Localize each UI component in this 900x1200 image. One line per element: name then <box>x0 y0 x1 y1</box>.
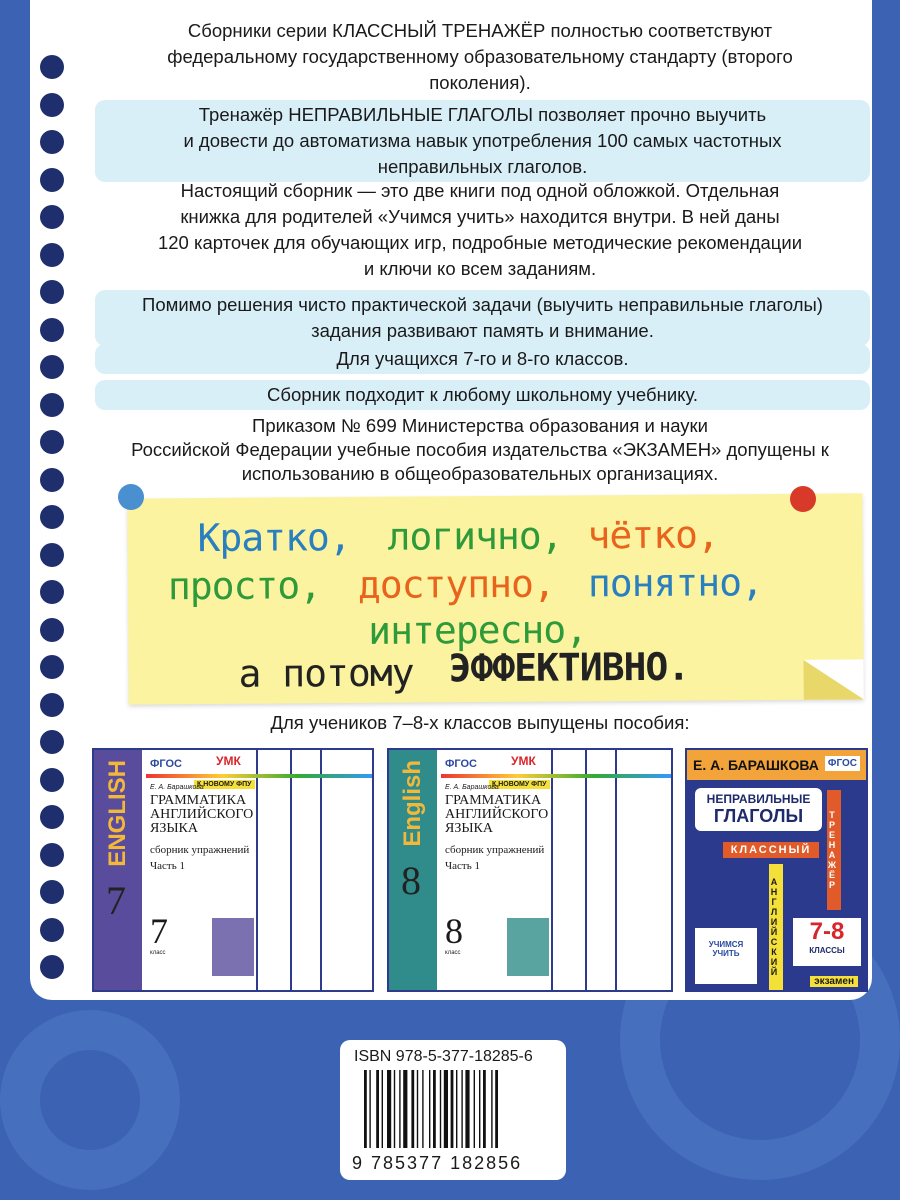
note-fold <box>803 659 863 699</box>
crossword-word: КЛАССНЫЙ <box>723 842 819 858</box>
barcode-digits: 9 785377 182856 <box>352 1153 523 1173</box>
text-line: и ключи ко всем заданиям. <box>363 258 597 279</box>
text-line: Для учащихся 7-го и 8-го классов. <box>336 348 629 369</box>
grade: 7-8 <box>809 918 845 945</box>
textbook-thumbnail <box>212 918 254 976</box>
barcode-bar <box>399 1070 400 1148</box>
paragraph <box>100 18 860 96</box>
text-line: Российской Федерации учебные пособия издательства «ЭКЗАМЕН» допущены к <box>131 439 829 460</box>
spiral-hole <box>40 655 64 679</box>
spiral-hole <box>40 130 64 154</box>
book-grade: 7 <box>150 911 168 951</box>
books-heading: Для учеников 7–8-х классов выпущены пособия: <box>270 712 690 733</box>
barcode-bar <box>429 1070 430 1148</box>
barcode-bar <box>479 1070 480 1148</box>
barcode-bar <box>474 1070 475 1148</box>
text-line: Приказом № 699 Министерства образования и науки <box>252 415 708 436</box>
isbn-text: ISBN 978-5-377-18285-6 <box>354 1048 533 1065</box>
barcode-bar <box>451 1070 454 1148</box>
word: доступно, <box>357 561 555 607</box>
text-line: неправильных глаголов. <box>377 156 588 177</box>
word: просто, <box>167 563 322 609</box>
paragraph <box>95 290 870 346</box>
spiral-hole <box>40 880 64 904</box>
book-title: ГРАММАТИКА АНГЛИЙСКОГО ЯЗЫКА <box>150 793 254 836</box>
fgos-badge: ФГОС <box>825 756 860 771</box>
spiral-hole <box>40 505 64 529</box>
book-title: НЕПРАВИЛЬНЫЕ <box>706 792 811 806</box>
spine-grade: 7 <box>106 877 126 923</box>
barcode-bar <box>417 1070 418 1148</box>
spiral-hole <box>40 843 64 867</box>
spiral-hole <box>40 243 64 267</box>
spiral-hole <box>40 918 64 942</box>
pushpin-icon <box>118 484 144 510</box>
book-part: Часть 1 <box>150 860 185 872</box>
spiral-hole <box>40 430 64 454</box>
paragraph <box>100 414 860 486</box>
text-line: Помимо решения чисто практической задачи (выучить неправильные глаголы) <box>142 294 823 315</box>
word: интересно, <box>368 607 588 653</box>
spiral-hole <box>40 468 64 492</box>
umk-badge: УМК <box>216 754 241 768</box>
word: понятно, <box>587 560 764 606</box>
sticky-note <box>127 493 863 704</box>
paragraph <box>100 178 860 282</box>
word: логично, <box>387 513 563 559</box>
crossword-word: АНГЛИЙСКИЙ <box>769 864 783 990</box>
spiral-hole <box>40 730 64 754</box>
spiral-hole <box>40 93 64 117</box>
spiral-hole <box>40 168 64 192</box>
barcode-bar <box>461 1070 462 1148</box>
fgos-badge: ФГОС <box>445 758 477 770</box>
spine-label: ENGLISH <box>104 760 131 867</box>
barcode-bar <box>433 1070 436 1148</box>
barcode-bar <box>483 1070 486 1148</box>
barcode-bar <box>387 1070 391 1148</box>
grade-label: КЛАССЫ <box>809 946 845 955</box>
fgos-badge: ФГОС <box>150 758 182 770</box>
spiral-hole <box>40 55 64 79</box>
book-subtitle: сборник упражнений <box>445 844 545 856</box>
barcode-bar <box>369 1070 370 1148</box>
book-spine <box>94 750 142 990</box>
book-author: Е. А. Барашкова <box>445 784 499 791</box>
book-title: ГЛАГОЛЫ <box>713 806 804 826</box>
book-spine <box>389 750 437 990</box>
barcode-bar <box>394 1070 395 1148</box>
book-cover-grammar-8[interactable] <box>387 748 673 992</box>
textbook-thumbnail <box>507 918 549 976</box>
barcode-bar <box>364 1070 367 1148</box>
book-author: Е. А. БАРАШКОВА <box>687 750 866 780</box>
spiral-hole <box>40 205 64 229</box>
spine-label: English <box>399 760 426 847</box>
spiral-hole <box>40 768 64 792</box>
word: а потому <box>238 650 414 696</box>
ribbon: К НОВОМУ ФПУ <box>194 780 255 789</box>
book-cover-irregular-verbs[interactable] <box>685 748 868 992</box>
isbn-barcode-label <box>340 1040 566 1180</box>
text-line: Сборник подходит к любому школьному учебнику. <box>266 384 699 405</box>
barcode-bar <box>422 1070 423 1148</box>
text-line: книжка для родителей «Учимся учить» находится внутри. В ней даны <box>180 206 780 227</box>
barcode-bar <box>382 1070 383 1148</box>
grade-label: класс <box>150 950 166 956</box>
spiral-hole <box>40 693 64 717</box>
barcode-bar <box>403 1070 407 1148</box>
umk-badge: УМК <box>511 754 536 768</box>
barcode <box>364 1070 544 1150</box>
book-grade: 8 <box>445 911 463 951</box>
paragraph <box>95 344 870 374</box>
spine-grade: 8 <box>401 857 421 903</box>
barcode-bar <box>444 1070 448 1148</box>
text-line: 120 карточек для обучающих игр, подробные методические рекомендации <box>157 232 803 253</box>
spiral-hole <box>40 355 64 379</box>
paragraph <box>95 380 870 410</box>
text-line: задания развивают память и внимание. <box>311 320 654 341</box>
barcode-bar <box>440 1070 441 1148</box>
text-line: и довести до автоматизма навык употребления 100 самых частотных <box>183 130 782 151</box>
book-subtitle: сборник упражнений <box>150 844 250 856</box>
barcode-bar <box>495 1070 498 1148</box>
spiral-hole <box>40 318 64 342</box>
barcode-bar <box>465 1070 469 1148</box>
background-swirl <box>0 1010 180 1190</box>
word: ЭФФЕКТИВНО. <box>448 644 690 691</box>
spiral-hole <box>40 805 64 829</box>
pushpin-icon <box>790 486 816 512</box>
text-line: использованию в общеобразовательных организациях. <box>241 463 719 484</box>
spiral-hole <box>40 955 64 979</box>
spiral-hole <box>40 543 64 567</box>
book-cover-grammar-7[interactable] <box>92 748 374 992</box>
barcode-bar <box>491 1070 492 1148</box>
spiral-hole <box>40 393 64 417</box>
word: Кратко, <box>197 515 351 561</box>
word: чётко, <box>587 512 719 558</box>
grade-label: класс <box>445 950 461 956</box>
barcode-bar <box>376 1070 379 1148</box>
spiral-hole <box>40 618 64 642</box>
crossword-word: ТРЕНАЖЁР <box>827 790 841 910</box>
book-author: Е. А. Барашкова <box>150 784 204 791</box>
text-line: Сборники серии КЛАССНЫЙ ТРЕНАЖЁР полностью соответствуют <box>187 20 773 41</box>
publisher-logo: экзамен <box>810 976 858 987</box>
text-line: Тренажёр НЕПРАВИЛЬНЫЕ ГЛАГОЛЫ позволяет прочно выучить <box>198 104 767 125</box>
text-line: поколения). <box>429 72 531 93</box>
barcode-bar <box>456 1070 457 1148</box>
barcode-bar <box>411 1070 414 1148</box>
ribbon: К НОВОМУ ФПУ <box>489 780 550 789</box>
inner-book: УЧИМСЯ УЧИТЬ <box>695 928 757 984</box>
paragraph <box>95 100 870 182</box>
book-title: ГРАММАТИКА АНГЛИЙСКОГО ЯЗЫКА <box>445 793 549 836</box>
book-part: Часть 1 <box>445 860 480 872</box>
spiral-hole <box>40 580 64 604</box>
spiral-hole <box>40 280 64 304</box>
text-line: Настоящий сборник — это две книги под одной обложкой. Отдельная <box>180 180 780 201</box>
text-line: федеральному государственному образовательному стандарту (второго <box>167 46 793 67</box>
